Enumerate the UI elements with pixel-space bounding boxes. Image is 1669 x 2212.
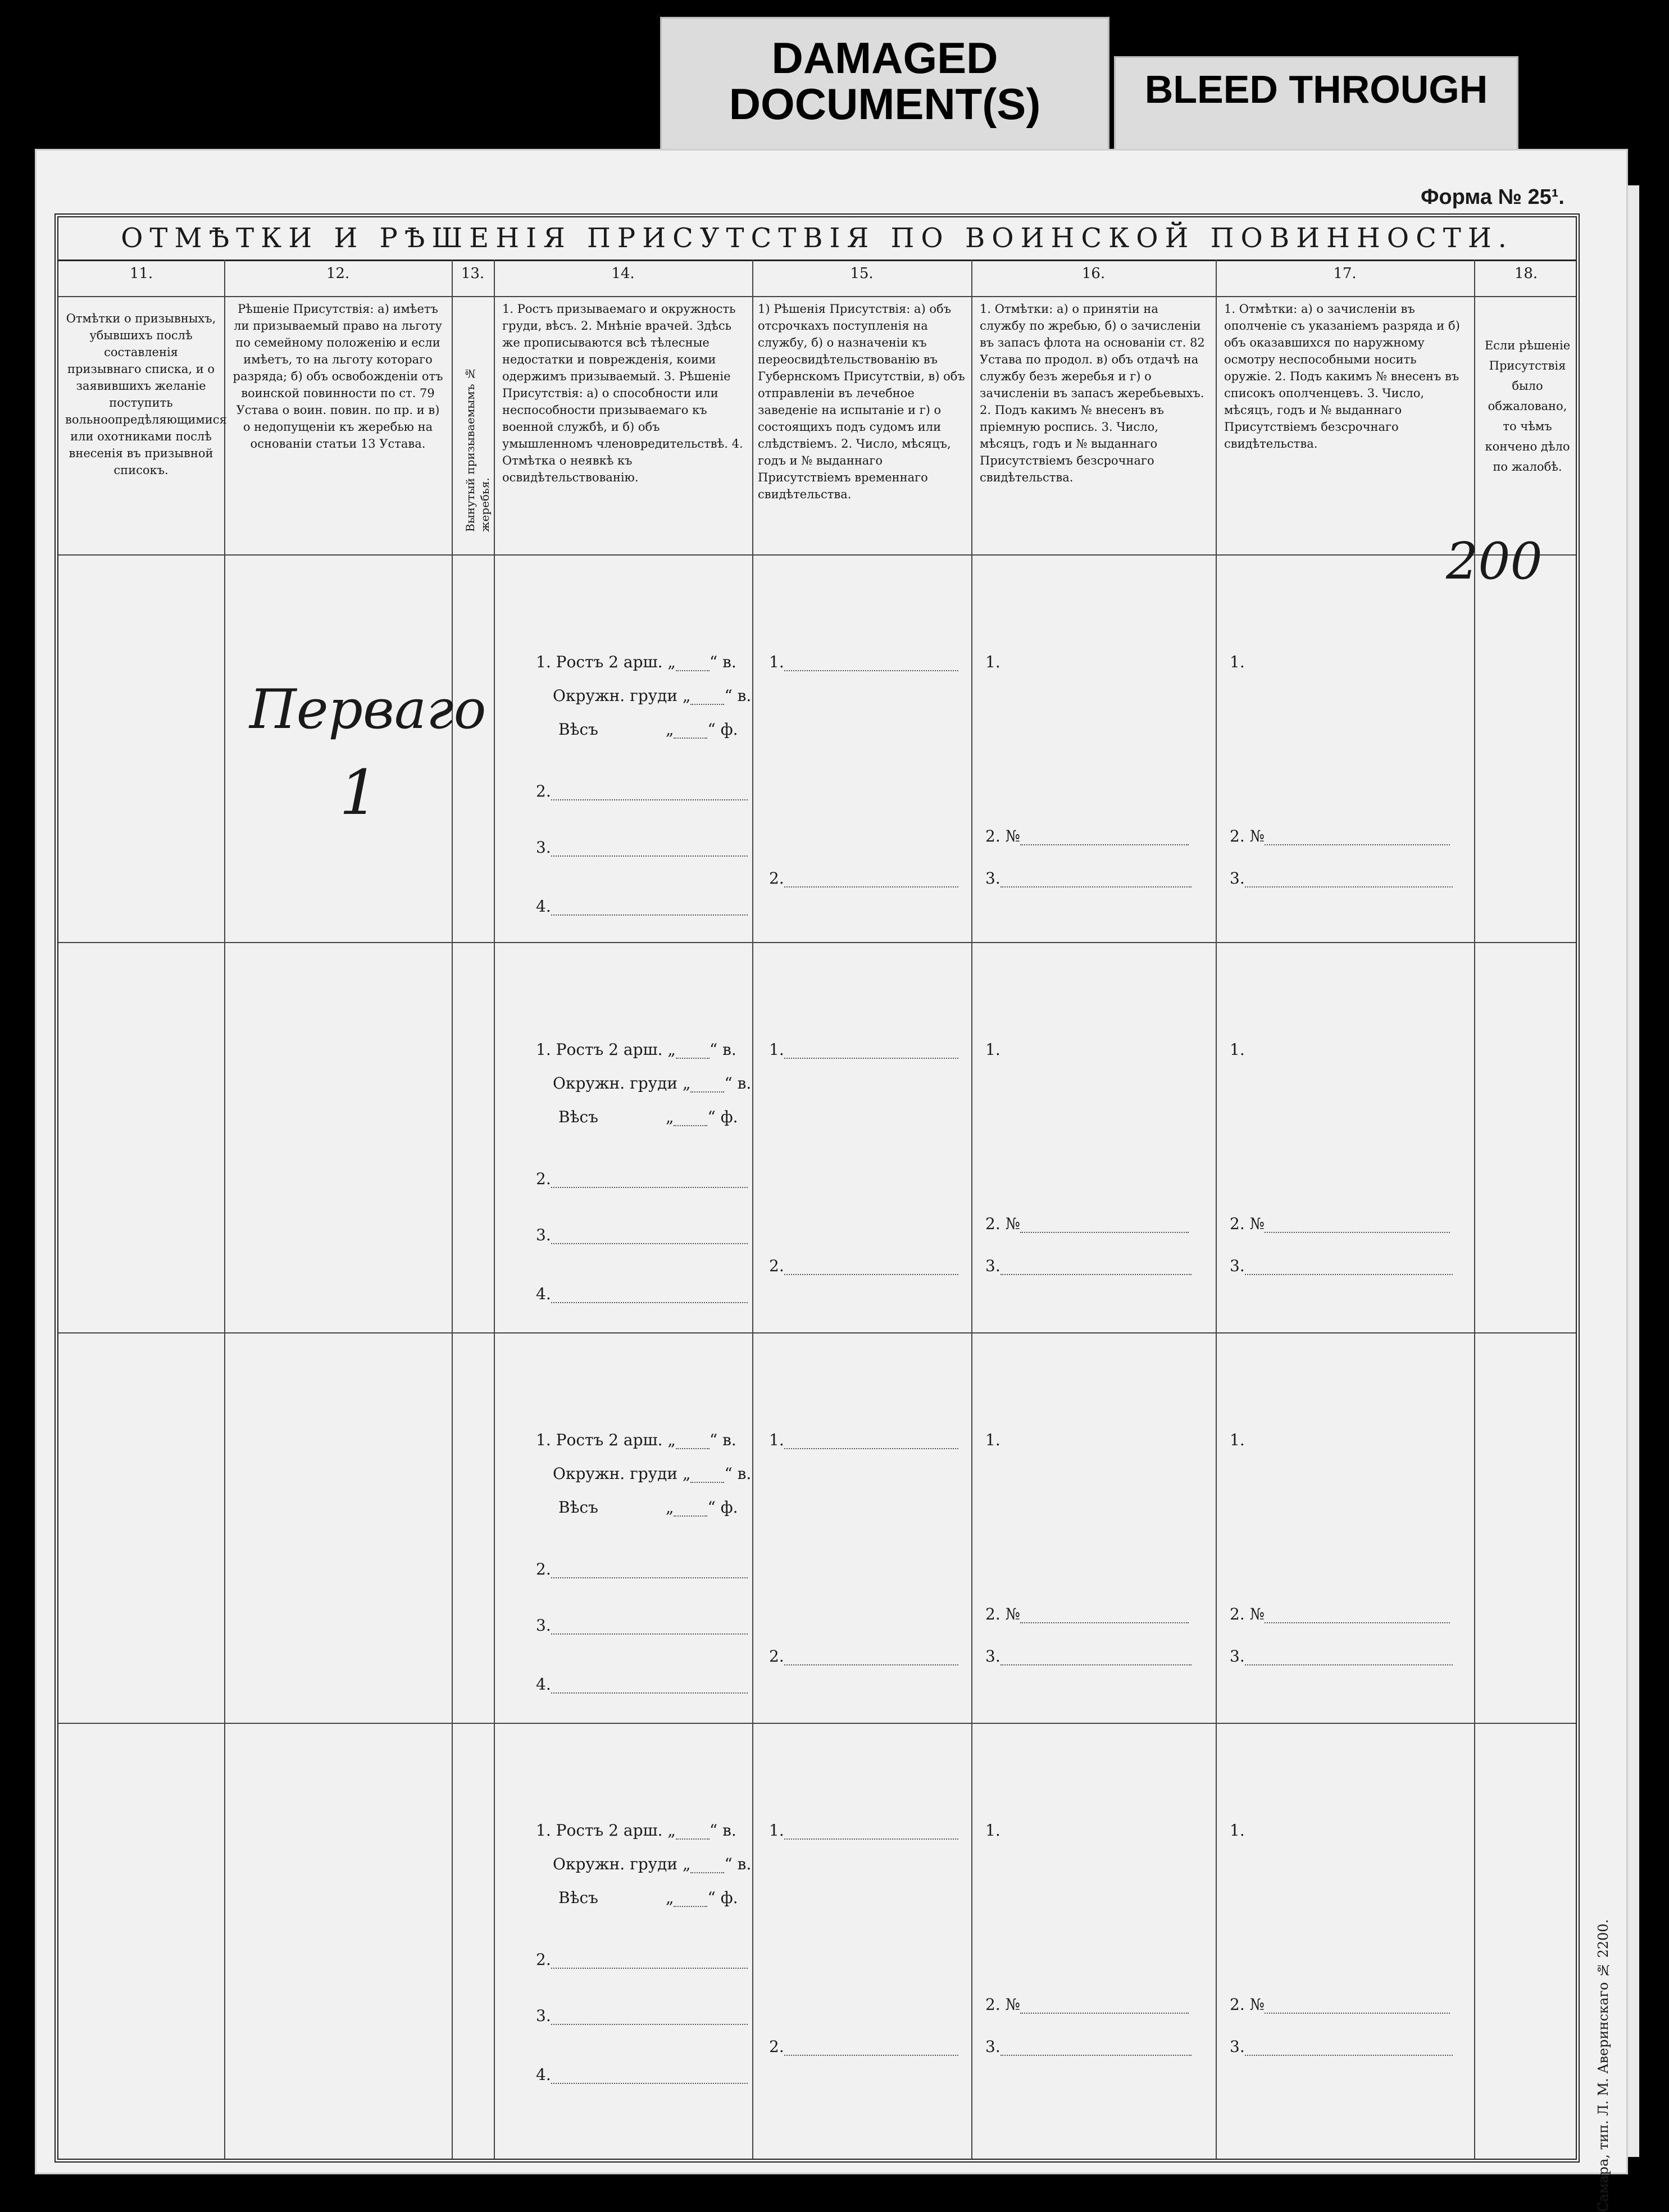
field-16-1: 1. bbox=[985, 1821, 1001, 1840]
field-3: 3. bbox=[536, 2006, 748, 2025]
column-header-11: Отмѣтки о призывныхъ, убывшихъ послѣ составленія призывнаго списка, и о заявившихъ желаніе поступить вольноопредѣляющимися или охотниками послѣ внесенія въ призывной списокъ. bbox=[65, 312, 227, 477]
printer-imprint: Самара, тип. Л. М. Аверинскаго № 2200. bbox=[1595, 1919, 1611, 2212]
field-chest: Окружн. груди „ “ в. bbox=[553, 1855, 752, 1873]
field-chest: Окружн. груди „ “ в. bbox=[553, 686, 752, 705]
column-number-15: 15. bbox=[850, 265, 874, 282]
field-17-1: 1. bbox=[1230, 1821, 1245, 1840]
row-divider bbox=[58, 554, 1576, 556]
column-header-14: 1. Ростъ призываемаго и окружность груди, вѣсъ. 2. Мнѣніе врачей. Здѣсь же прописываются всѣ тѣлесные недостатки и поврежденія, коими одержимъ призываемый. 3. Рѣшеніе Присутствія: а) о способности или неспособности призываемаго къ военной службѣ, и б) объ умышленномъ членовредительствѣ. 4. Отмѣтка о неявкѣ къ освидѣтельствованію. bbox=[502, 302, 743, 484]
column-header-12: Рѣшеніе Присутствія: а) имѣетъ ли призываемый право на льготу по семейному положенію и если имѣетъ, то на льготу котораго разряда; б) объ освобожденіи отъ воинской повинности по ст. 79 Устава о воин. повин. по пр. и в) о недопущеніи къ жеребью на основаніи статьи 13 Устава. bbox=[233, 302, 443, 450]
field-15-2: 2. bbox=[769, 2037, 958, 2056]
column-header-16: 1. Отмѣтки: а) о принятіи на службу по жребью, б) о зачисленіи въ запасъ флота на основаніи ст. 82 Устава по продол. в) объ отдачѣ на службу безъ жеребья и г) о зачисленіи въ запасъ жеребьевыхъ. 2. Подъ какимъ № внесенъ въ пріемную роспись. 3. Число, мѣсяцъ, годъ и № выданнаго Присутствіемъ безсрочнаго свидѣтельства. bbox=[980, 302, 1205, 484]
field-2: 2. bbox=[536, 1950, 748, 1969]
row-divider bbox=[58, 942, 1576, 943]
row-divider bbox=[58, 296, 1576, 297]
field-height: 1. Ростъ 2 арш. „ “ в. bbox=[536, 1431, 736, 1449]
field-17-1: 1. bbox=[1230, 653, 1245, 671]
field-4: 4. bbox=[536, 1285, 748, 1303]
field-17-3: 3. bbox=[1230, 2037, 1453, 2056]
column-number-17: 17. bbox=[1333, 265, 1357, 282]
field-15-1: 1. bbox=[769, 1431, 958, 1449]
field-15-1: 1. bbox=[769, 1040, 958, 1059]
column-divider bbox=[494, 260, 495, 2159]
column-number-13: 13. bbox=[461, 265, 485, 282]
column-divider bbox=[752, 260, 753, 2159]
field-2: 2. bbox=[536, 1169, 748, 1188]
field-17-2: 2. № bbox=[1230, 1605, 1450, 1623]
handwritten-page-number: 200 bbox=[1446, 532, 1543, 591]
field-height: 1. Ростъ 2 арш. „ “ в. bbox=[536, 653, 736, 671]
field-3: 3. bbox=[536, 1226, 748, 1244]
field-17-3: 3. bbox=[1230, 1257, 1453, 1275]
field-17-3: 3. bbox=[1230, 869, 1453, 887]
field-16-1: 1. bbox=[985, 653, 1001, 671]
damaged-document-tab: DAMAGED DOCUMENT(S) bbox=[660, 17, 1109, 151]
field-16-2: 2. № bbox=[985, 1214, 1189, 1233]
field-height: 1. Ростъ 2 арш. „ “ в. bbox=[536, 1040, 736, 1059]
field-17-2: 2. № bbox=[1230, 827, 1450, 845]
field-weight: Вѣсъ „ “ ф. bbox=[558, 1108, 738, 1126]
field-16-1: 1. bbox=[985, 1431, 1001, 1449]
row-divider bbox=[58, 1723, 1576, 1724]
field-16-3: 3. bbox=[985, 2037, 1192, 2056]
field-16-3: 3. bbox=[985, 1257, 1192, 1275]
field-17-1: 1. bbox=[1230, 1431, 1245, 1449]
column-divider bbox=[224, 260, 225, 2159]
field-3: 3. bbox=[536, 1616, 748, 1635]
register-table bbox=[54, 213, 1580, 2163]
row-divider bbox=[58, 1332, 1576, 1333]
field-17-2: 2. № bbox=[1230, 1995, 1450, 2014]
field-15-2: 2. bbox=[769, 1647, 958, 1665]
field-chest: Окружн. груди „ “ в. bbox=[553, 1074, 752, 1093]
field-4: 4. bbox=[536, 1675, 748, 1694]
form-number: Форма № 25¹. bbox=[1420, 185, 1565, 209]
field-17-1: 1. bbox=[1230, 1040, 1245, 1059]
column-number-14: 14. bbox=[611, 265, 635, 282]
column-header-15: 1) Рѣшенія Присутствія: а) объ отсрочкахъ поступленія на службу, б) о назначеніи къ переосвидѣтельствованію въ Губернскомъ Присутствіи, в) объ отправленіи въ лечебное заведеніе на испытаніе и г) о состоящихъ подъ судомъ или слѣдствіемъ. 2. Число, мѣсяцъ, годъ и № выданнаго Присутствіемъ временнаго свидѣтельства. bbox=[758, 302, 965, 501]
table-title: ОТМѢТКИ И РѢШЕНІЯ ПРИСУТСТВІЯ ПО ВОИНСКОЙ ПОВИННОСТИ. bbox=[58, 217, 1576, 261]
field-15-1: 1. bbox=[769, 653, 958, 671]
field-4: 4. bbox=[536, 897, 748, 916]
field-17-2: 2. № bbox=[1230, 1214, 1450, 1233]
field-4: 4. bbox=[536, 2065, 748, 2084]
field-weight: Вѣсъ „ “ ф. bbox=[558, 720, 738, 739]
field-weight: Вѣсъ „ “ ф. bbox=[558, 1888, 738, 1907]
field-17-3: 3. bbox=[1230, 1647, 1453, 1665]
field-2: 2. bbox=[536, 1560, 748, 1578]
column-divider bbox=[1216, 260, 1217, 2159]
field-15-1: 1. bbox=[769, 1821, 958, 1840]
field-16-3: 3. bbox=[985, 869, 1192, 887]
document-page bbox=[35, 149, 1628, 2212]
column-divider bbox=[971, 260, 972, 2159]
column-number-12: 12. bbox=[326, 265, 350, 282]
column-header-17: 1. Отмѣтки: а) о зачисленіи въ ополченіе съ указаніемъ разряда и б) объ оказавшихся по наружному осмотру неспособными носить оружіе. 2. Подъ какимъ № внесенъ въ списокъ ополченцевъ. 3. Число, мѣсяцъ, годъ и № выданнаго Присутствіемъ безсрочнаго свидѣтельства. bbox=[1224, 302, 1460, 450]
field-chest: Окружн. груди „ “ в. bbox=[553, 1464, 752, 1483]
column-divider bbox=[452, 260, 453, 2159]
field-16-3: 3. bbox=[985, 1647, 1192, 1665]
field-15-2: 2. bbox=[769, 869, 958, 887]
field-16-2: 2. № bbox=[985, 827, 1189, 845]
field-height: 1. Ростъ 2 арш. „ “ в. bbox=[536, 1821, 736, 1840]
column-header-13: Вынутый призываемымъ № жеребья. bbox=[463, 367, 492, 532]
field-15-2: 2. bbox=[769, 1257, 958, 1275]
handwritten-entry: Перваго bbox=[249, 678, 486, 741]
bleed-through-tab: BLEED THROUGH bbox=[1114, 56, 1518, 151]
handwritten-number: 1 bbox=[339, 757, 379, 829]
field-16-1: 1. bbox=[985, 1040, 1001, 1059]
column-number-18: 18. bbox=[1514, 265, 1538, 282]
field-16-2: 2. № bbox=[985, 1995, 1189, 2014]
field-2: 2. bbox=[536, 782, 748, 800]
field-weight: Вѣсъ „ “ ф. bbox=[558, 1498, 738, 1517]
field-3: 3. bbox=[536, 838, 748, 857]
field-16-2: 2. № bbox=[985, 1605, 1189, 1623]
column-number-11: 11. bbox=[129, 265, 153, 282]
column-number-16: 16. bbox=[1081, 265, 1106, 282]
column-header-18: Если рѣшеніе Присутствія было обжаловано, то чѣмъ кончено дѣло по жалобѣ. bbox=[1484, 339, 1571, 474]
